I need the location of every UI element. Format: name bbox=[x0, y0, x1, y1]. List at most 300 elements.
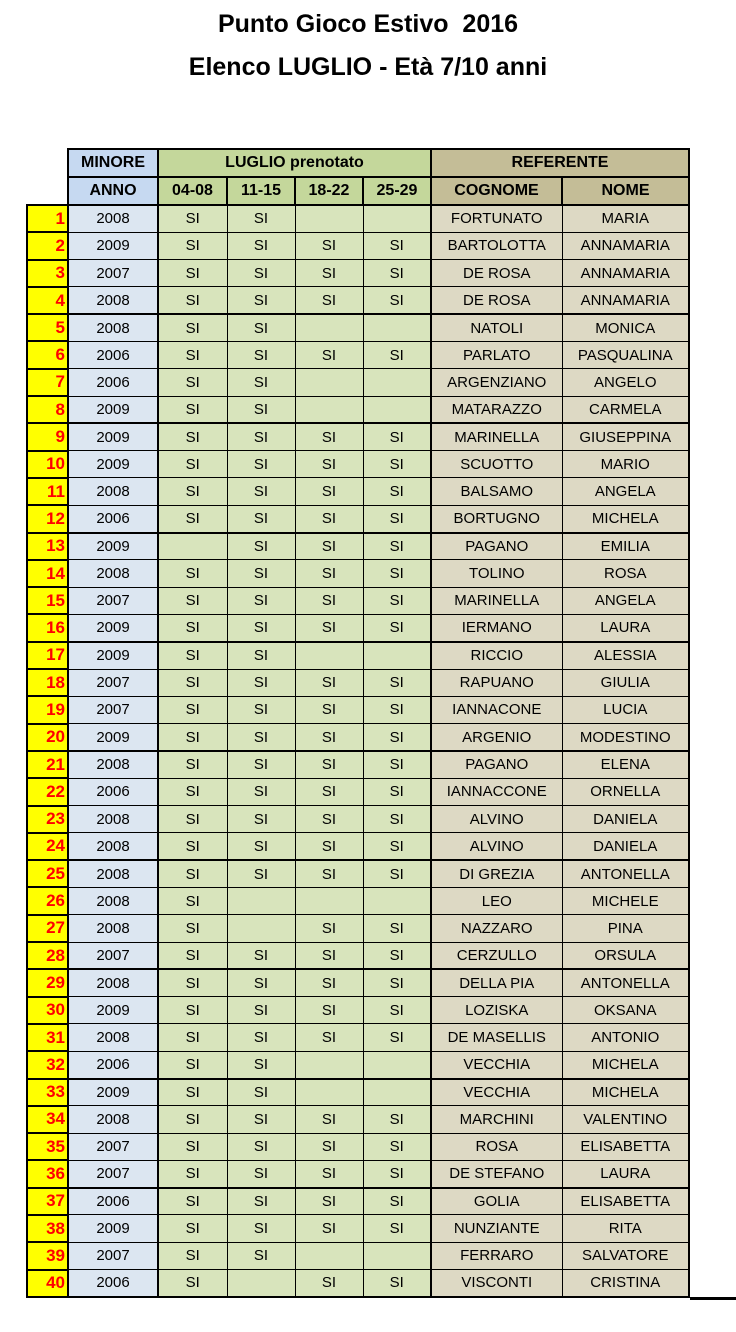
week-cell-3 bbox=[295, 1051, 363, 1078]
header-cognome: COGNOME bbox=[431, 177, 562, 205]
table-row bbox=[27, 833, 689, 860]
nome-cell: PASQUALINA bbox=[562, 341, 689, 368]
week-cell-3: SI bbox=[295, 1270, 363, 1297]
table-row bbox=[27, 997, 689, 1024]
cognome-cell: FERRARO bbox=[431, 1242, 562, 1269]
week-cell-2: SI bbox=[227, 232, 295, 259]
table-row bbox=[27, 341, 689, 368]
row-number: 36 bbox=[27, 1160, 68, 1187]
week-cell-4: SI bbox=[363, 806, 431, 833]
anno-cell: 2009 bbox=[68, 997, 158, 1024]
week-cell-2: SI bbox=[227, 1024, 295, 1051]
cognome-cell: NUNZIANTE bbox=[431, 1215, 562, 1242]
row-number: 24 bbox=[27, 833, 68, 860]
week-cell-1 bbox=[158, 533, 227, 560]
row-number: 26 bbox=[27, 887, 68, 914]
nome-cell: DANIELA bbox=[562, 806, 689, 833]
week-cell-3: SI bbox=[295, 942, 363, 969]
week-cell-1: SI bbox=[158, 1051, 227, 1078]
week-cell-3: SI bbox=[295, 1024, 363, 1051]
cognome-cell: DE ROSA bbox=[431, 260, 562, 287]
week-cell-4: SI bbox=[363, 614, 431, 641]
row-number: 23 bbox=[27, 806, 68, 833]
week-cell-2: SI bbox=[227, 505, 295, 532]
week-cell-2: SI bbox=[227, 642, 295, 669]
header-minore: MINORE bbox=[68, 149, 158, 177]
week-cell-1: SI bbox=[158, 478, 227, 505]
row-number: 8 bbox=[27, 396, 68, 423]
cognome-cell: PARLATO bbox=[431, 341, 562, 368]
week-cell-1: SI bbox=[158, 915, 227, 942]
nome-cell: PINA bbox=[562, 915, 689, 942]
week-cell-4: SI bbox=[363, 696, 431, 723]
row-number: 13 bbox=[27, 533, 68, 560]
week-cell-1: SI bbox=[158, 1242, 227, 1269]
week-cell-2 bbox=[227, 915, 295, 942]
row-number: 35 bbox=[27, 1133, 68, 1160]
week-cell-3: SI bbox=[295, 505, 363, 532]
row-number: 7 bbox=[27, 369, 68, 396]
nome-cell: MONICA bbox=[562, 314, 689, 341]
header-blank-cell bbox=[27, 177, 68, 205]
week-cell-2: SI bbox=[227, 423, 295, 450]
nome-cell: MICHELA bbox=[562, 505, 689, 532]
week-cell-3: SI bbox=[295, 614, 363, 641]
row-number: 30 bbox=[27, 997, 68, 1024]
anno-cell: 2008 bbox=[68, 560, 158, 587]
title-line-2: Elenco LUGLIO - Età 7/10 anni bbox=[188, 53, 548, 81]
week-cell-1: SI bbox=[158, 833, 227, 860]
row-number: 28 bbox=[27, 942, 68, 969]
anno-cell: 2006 bbox=[68, 369, 158, 396]
week-cell-3: SI bbox=[295, 997, 363, 1024]
anno-cell: 2009 bbox=[68, 724, 158, 751]
week-cell-4 bbox=[363, 314, 431, 341]
header-row-2 bbox=[27, 177, 689, 205]
nome-cell: ANTONELLA bbox=[562, 969, 689, 996]
nome-cell: GIUSEPPINA bbox=[562, 423, 689, 450]
week-cell-4: SI bbox=[363, 341, 431, 368]
header-blank-cell bbox=[27, 149, 68, 177]
week-cell-1: SI bbox=[158, 260, 227, 287]
row-number: 39 bbox=[27, 1242, 68, 1269]
week-cell-1: SI bbox=[158, 1270, 227, 1297]
anno-cell: 2006 bbox=[68, 1051, 158, 1078]
week-cell-3: SI bbox=[295, 806, 363, 833]
week-cell-4: SI bbox=[363, 478, 431, 505]
row-number: 40 bbox=[27, 1270, 68, 1297]
week-cell-1: SI bbox=[158, 587, 227, 614]
nome-cell: GIULIA bbox=[562, 669, 689, 696]
anno-cell: 2006 bbox=[68, 341, 158, 368]
row-number: 16 bbox=[27, 614, 68, 641]
anno-cell: 2007 bbox=[68, 696, 158, 723]
nome-cell: ALESSIA bbox=[562, 642, 689, 669]
table-row bbox=[27, 1024, 689, 1051]
cognome-cell: IERMANO bbox=[431, 614, 562, 641]
week-cell-3 bbox=[295, 314, 363, 341]
table-row bbox=[27, 451, 689, 478]
week-cell-2: SI bbox=[227, 724, 295, 751]
anno-cell: 2008 bbox=[68, 1024, 158, 1051]
row-number: 34 bbox=[27, 1106, 68, 1133]
week-cell-2: SI bbox=[227, 314, 295, 341]
row-number: 6 bbox=[27, 341, 68, 368]
anno-cell: 2007 bbox=[68, 1160, 158, 1187]
week-cell-2: SI bbox=[227, 205, 295, 232]
week-cell-3: SI bbox=[295, 1215, 363, 1242]
week-cell-2: SI bbox=[227, 1051, 295, 1078]
table-row bbox=[27, 1133, 689, 1160]
week-cell-1: SI bbox=[158, 997, 227, 1024]
table-row bbox=[27, 533, 689, 560]
anno-cell: 2009 bbox=[68, 1079, 158, 1106]
week-cell-1: SI bbox=[158, 232, 227, 259]
table-row bbox=[27, 751, 689, 778]
week-cell-4 bbox=[363, 1051, 431, 1078]
week-cell-1: SI bbox=[158, 942, 227, 969]
week-cell-3: SI bbox=[295, 778, 363, 805]
week-cell-4: SI bbox=[363, 505, 431, 532]
table-row bbox=[27, 1188, 689, 1215]
week-cell-2: SI bbox=[227, 287, 295, 314]
row-number: 4 bbox=[27, 287, 68, 314]
nome-cell: CARMELA bbox=[562, 396, 689, 423]
nome-cell: ANNAMARIA bbox=[562, 260, 689, 287]
week-cell-2: SI bbox=[227, 669, 295, 696]
week-cell-1: SI bbox=[158, 1215, 227, 1242]
week-cell-3 bbox=[295, 887, 363, 914]
header-nome: NOME bbox=[562, 177, 689, 205]
week-cell-2: SI bbox=[227, 969, 295, 996]
table-row bbox=[27, 232, 689, 259]
week-cell-1: SI bbox=[158, 642, 227, 669]
table-row bbox=[27, 1079, 689, 1106]
cognome-cell: PAGANO bbox=[431, 533, 562, 560]
anno-cell: 2008 bbox=[68, 314, 158, 341]
header-luglio: LUGLIO prenotato bbox=[158, 149, 431, 177]
anno-cell: 2007 bbox=[68, 1133, 158, 1160]
week-cell-3 bbox=[295, 642, 363, 669]
week-cell-3: SI bbox=[295, 533, 363, 560]
nome-cell: MARIO bbox=[562, 451, 689, 478]
week-cell-3: SI bbox=[295, 1133, 363, 1160]
week-cell-3: SI bbox=[295, 751, 363, 778]
row-number: 25 bbox=[27, 860, 68, 887]
week-cell-3: SI bbox=[295, 1188, 363, 1215]
table-row bbox=[27, 778, 689, 805]
row-number: 21 bbox=[27, 751, 68, 778]
title-line-1: Punto Gioco Estivo 2016 bbox=[217, 10, 519, 38]
nome-cell: MICHELA bbox=[562, 1051, 689, 1078]
week-cell-3: SI bbox=[295, 1106, 363, 1133]
cognome-cell: DE ROSA bbox=[431, 287, 562, 314]
cognome-cell: IANNACCONE bbox=[431, 778, 562, 805]
week-cell-4: SI bbox=[363, 942, 431, 969]
week-cell-2: SI bbox=[227, 560, 295, 587]
table-row bbox=[27, 969, 689, 996]
table-row bbox=[27, 478, 689, 505]
nome-cell: EMILIA bbox=[562, 533, 689, 560]
week-cell-3: SI bbox=[295, 915, 363, 942]
week-cell-1: SI bbox=[158, 751, 227, 778]
week-cell-2 bbox=[227, 887, 295, 914]
anno-cell: 2009 bbox=[68, 614, 158, 641]
cognome-cell: MARINELLA bbox=[431, 423, 562, 450]
cognome-cell: LEO bbox=[431, 887, 562, 914]
table-row bbox=[27, 642, 689, 669]
table-row bbox=[27, 614, 689, 641]
anno-cell: 2008 bbox=[68, 969, 158, 996]
week-cell-3: SI bbox=[295, 232, 363, 259]
week-cell-2: SI bbox=[227, 833, 295, 860]
week-cell-3: SI bbox=[295, 696, 363, 723]
week-cell-2: SI bbox=[227, 396, 295, 423]
week-cell-4 bbox=[363, 887, 431, 914]
table-row bbox=[27, 1106, 689, 1133]
week-cell-4: SI bbox=[363, 287, 431, 314]
week-cell-1: SI bbox=[158, 560, 227, 587]
cognome-cell: MARCHINI bbox=[431, 1106, 562, 1133]
anno-cell: 2008 bbox=[68, 751, 158, 778]
week-cell-2: SI bbox=[227, 942, 295, 969]
anno-cell: 2006 bbox=[68, 505, 158, 532]
cognome-cell: IANNACONE bbox=[431, 696, 562, 723]
week-cell-3: SI bbox=[295, 341, 363, 368]
week-cell-4 bbox=[363, 396, 431, 423]
row-number: 12 bbox=[27, 505, 68, 532]
week-cell-2: SI bbox=[227, 860, 295, 887]
week-cell-3 bbox=[295, 205, 363, 232]
nome-cell: ELENA bbox=[562, 751, 689, 778]
table-row bbox=[27, 587, 689, 614]
week-cell-2: SI bbox=[227, 533, 295, 560]
cognome-cell: DE STEFANO bbox=[431, 1160, 562, 1187]
week-cell-2: SI bbox=[227, 341, 295, 368]
nome-cell: OKSANA bbox=[562, 997, 689, 1024]
table-row bbox=[27, 915, 689, 942]
week-cell-2: SI bbox=[227, 478, 295, 505]
cognome-cell: VECCHIA bbox=[431, 1051, 562, 1078]
nome-cell: LAURA bbox=[562, 1160, 689, 1187]
week-cell-4: SI bbox=[363, 560, 431, 587]
week-cell-4: SI bbox=[363, 778, 431, 805]
week-cell-3 bbox=[295, 369, 363, 396]
header-week-2: 11-15 bbox=[227, 177, 295, 205]
week-cell-4: SI bbox=[363, 669, 431, 696]
table-row bbox=[27, 1051, 689, 1078]
week-cell-2: SI bbox=[227, 1160, 295, 1187]
table-row bbox=[27, 669, 689, 696]
row-number: 9 bbox=[27, 423, 68, 450]
table-row bbox=[27, 724, 689, 751]
anno-cell: 2007 bbox=[68, 669, 158, 696]
week-cell-3: SI bbox=[295, 478, 363, 505]
row-number: 3 bbox=[27, 260, 68, 287]
nome-cell: LAURA bbox=[562, 614, 689, 641]
week-cell-2: SI bbox=[227, 1106, 295, 1133]
cognome-cell: MATARAZZO bbox=[431, 396, 562, 423]
week-cell-2: SI bbox=[227, 1242, 295, 1269]
header-week-1: 04-08 bbox=[158, 177, 227, 205]
table-row bbox=[27, 860, 689, 887]
week-cell-3: SI bbox=[295, 451, 363, 478]
week-cell-4: SI bbox=[363, 533, 431, 560]
nome-cell: ANGELA bbox=[562, 587, 689, 614]
nome-cell: ANNAMARIA bbox=[562, 287, 689, 314]
week-cell-2: SI bbox=[227, 614, 295, 641]
header-week-4: 25-29 bbox=[363, 177, 431, 205]
row-number: 33 bbox=[27, 1079, 68, 1106]
nome-cell: ANGELO bbox=[562, 369, 689, 396]
anno-cell: 2007 bbox=[68, 1242, 158, 1269]
cognome-cell: VISCONTI bbox=[431, 1270, 562, 1297]
cognome-cell: DI GREZIA bbox=[431, 860, 562, 887]
nome-cell: LUCIA bbox=[562, 696, 689, 723]
nome-cell: ORNELLA bbox=[562, 778, 689, 805]
anno-cell: 2009 bbox=[68, 1215, 158, 1242]
header-week-3: 18-22 bbox=[295, 177, 363, 205]
anno-cell: 2008 bbox=[68, 287, 158, 314]
table-row bbox=[27, 1215, 689, 1242]
table-row bbox=[27, 1160, 689, 1187]
table-row bbox=[27, 423, 689, 450]
anno-cell: 2008 bbox=[68, 806, 158, 833]
nome-cell: ANTONELLA bbox=[562, 860, 689, 887]
table-row bbox=[27, 314, 689, 341]
row-number: 2 bbox=[27, 232, 68, 259]
week-cell-2: SI bbox=[227, 696, 295, 723]
table-row bbox=[27, 396, 689, 423]
cognome-cell: TOLINO bbox=[431, 560, 562, 587]
week-cell-4: SI bbox=[363, 232, 431, 259]
nome-cell: ORSULA bbox=[562, 942, 689, 969]
anno-cell: 2009 bbox=[68, 642, 158, 669]
registration-table bbox=[26, 148, 690, 1298]
anno-cell: 2008 bbox=[68, 915, 158, 942]
week-cell-1: SI bbox=[158, 205, 227, 232]
cognome-cell: NAZZARO bbox=[431, 915, 562, 942]
anno-cell: 2009 bbox=[68, 232, 158, 259]
week-cell-2: SI bbox=[227, 997, 295, 1024]
nome-cell: MODESTINO bbox=[562, 724, 689, 751]
table-row bbox=[27, 696, 689, 723]
row-number: 15 bbox=[27, 587, 68, 614]
nome-cell: SALVATORE bbox=[562, 1242, 689, 1269]
nome-cell: RITA bbox=[562, 1215, 689, 1242]
week-cell-1: SI bbox=[158, 614, 227, 641]
cognome-cell: GOLIA bbox=[431, 1188, 562, 1215]
week-cell-1: SI bbox=[158, 1106, 227, 1133]
table-row bbox=[27, 560, 689, 587]
header-referente: REFERENTE bbox=[431, 149, 689, 177]
week-cell-1: SI bbox=[158, 423, 227, 450]
week-cell-4: SI bbox=[363, 1215, 431, 1242]
row-number: 22 bbox=[27, 778, 68, 805]
week-cell-4: SI bbox=[363, 260, 431, 287]
week-cell-1: SI bbox=[158, 696, 227, 723]
week-cell-1: SI bbox=[158, 1160, 227, 1187]
week-cell-2 bbox=[227, 1270, 295, 1297]
cognome-cell: ARGENZIANO bbox=[431, 369, 562, 396]
row-number: 29 bbox=[27, 969, 68, 996]
week-cell-1: SI bbox=[158, 1079, 227, 1106]
nome-cell: ANNAMARIA bbox=[562, 232, 689, 259]
table-row bbox=[27, 887, 689, 914]
week-cell-4 bbox=[363, 1242, 431, 1269]
week-cell-3: SI bbox=[295, 1160, 363, 1187]
anno-cell: 2008 bbox=[68, 478, 158, 505]
week-cell-2: SI bbox=[227, 1188, 295, 1215]
week-cell-2: SI bbox=[227, 451, 295, 478]
week-cell-1: SI bbox=[158, 1024, 227, 1051]
row-number: 27 bbox=[27, 915, 68, 942]
week-cell-2: SI bbox=[227, 1215, 295, 1242]
week-cell-4: SI bbox=[363, 751, 431, 778]
row-number: 20 bbox=[27, 724, 68, 751]
week-cell-4: SI bbox=[363, 1188, 431, 1215]
week-cell-1: SI bbox=[158, 806, 227, 833]
week-cell-1: SI bbox=[158, 669, 227, 696]
cognome-cell: ARGENIO bbox=[431, 724, 562, 751]
week-cell-1: SI bbox=[158, 314, 227, 341]
anno-cell: 2008 bbox=[68, 833, 158, 860]
anno-cell: 2007 bbox=[68, 942, 158, 969]
row-number: 37 bbox=[27, 1188, 68, 1215]
week-cell-4 bbox=[363, 1079, 431, 1106]
cognome-cell: NATOLI bbox=[431, 314, 562, 341]
table-row bbox=[27, 1242, 689, 1269]
nome-cell: ANTONIO bbox=[562, 1024, 689, 1051]
week-cell-1: SI bbox=[158, 451, 227, 478]
anno-cell: 2006 bbox=[68, 1188, 158, 1215]
week-cell-3 bbox=[295, 396, 363, 423]
week-cell-2: SI bbox=[227, 587, 295, 614]
week-cell-3 bbox=[295, 1242, 363, 1269]
week-cell-3: SI bbox=[295, 260, 363, 287]
week-cell-2: SI bbox=[227, 778, 295, 805]
cognome-cell: CERZULLO bbox=[431, 942, 562, 969]
row-number: 1 bbox=[27, 205, 68, 232]
anno-cell: 2007 bbox=[68, 587, 158, 614]
week-cell-1: SI bbox=[158, 396, 227, 423]
week-cell-2: SI bbox=[227, 1133, 295, 1160]
row-number: 18 bbox=[27, 669, 68, 696]
row-number: 5 bbox=[27, 314, 68, 341]
week-cell-4: SI bbox=[363, 1106, 431, 1133]
week-cell-4: SI bbox=[363, 423, 431, 450]
cognome-cell: BARTOLOTTA bbox=[431, 232, 562, 259]
table-row bbox=[27, 942, 689, 969]
anno-cell: 2008 bbox=[68, 205, 158, 232]
nome-cell: DANIELA bbox=[562, 833, 689, 860]
week-cell-4 bbox=[363, 642, 431, 669]
week-cell-4 bbox=[363, 205, 431, 232]
anno-cell: 2006 bbox=[68, 1270, 158, 1297]
week-cell-4: SI bbox=[363, 451, 431, 478]
week-cell-3: SI bbox=[295, 860, 363, 887]
anno-cell: 2008 bbox=[68, 1106, 158, 1133]
week-cell-1: SI bbox=[158, 287, 227, 314]
week-cell-2: SI bbox=[227, 806, 295, 833]
header-row-1 bbox=[27, 149, 689, 177]
table-row bbox=[27, 505, 689, 532]
week-cell-4: SI bbox=[363, 969, 431, 996]
week-cell-4: SI bbox=[363, 724, 431, 751]
row-number: 14 bbox=[27, 560, 68, 587]
week-cell-1: SI bbox=[158, 341, 227, 368]
table-row bbox=[27, 260, 689, 287]
